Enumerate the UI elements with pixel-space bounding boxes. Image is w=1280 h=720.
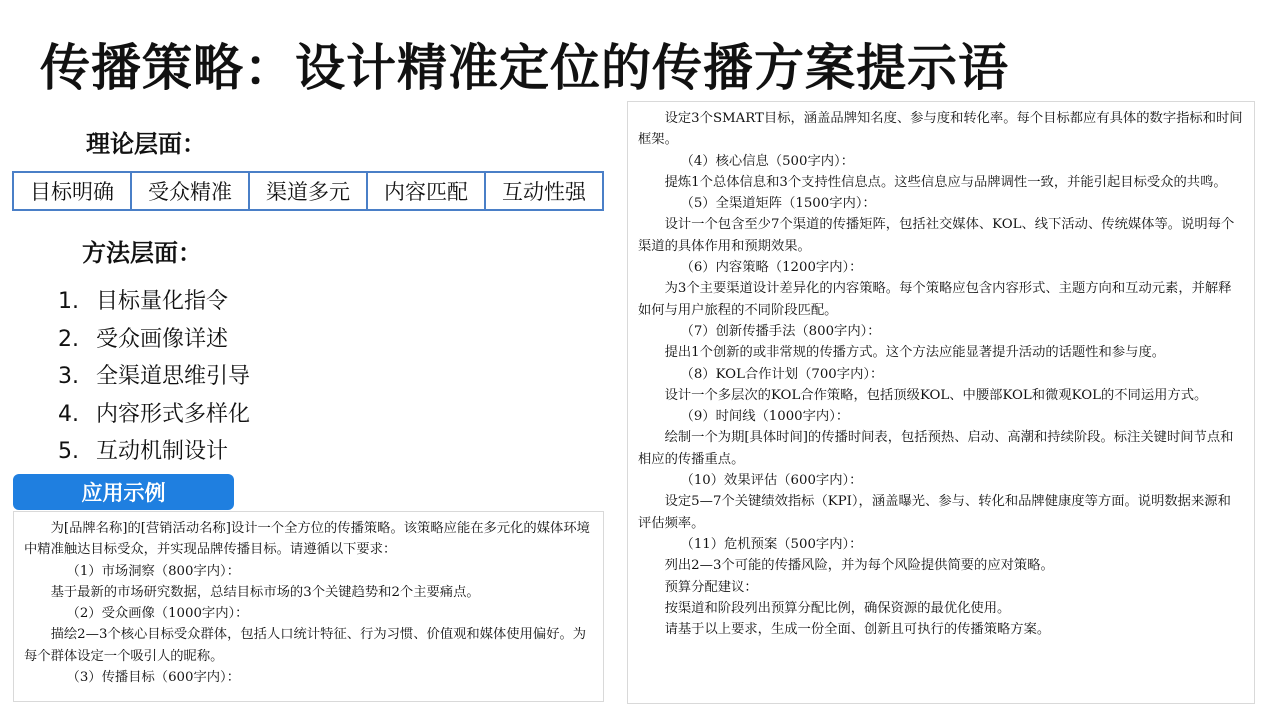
document-paragraph: 设定5—7个关键绩效指标（KPI），涵盖曝光、参与、转化和品牌健康度等方面。说明数据来源和评估频率。 [638,494,1231,531]
document-paragraph: （2）受众画像（1000字内）： [66,606,249,622]
document-paragraph: 为[品牌名称]的[营销活动名称]设计一个全方位的传播策略。该策略应能在多元化的媒体环境中精准触达目标受众，并实现品牌传播目标。请遵循以下要求： [24,521,590,558]
document-paragraph: 请基于以上要求，生成一份全面、创新且可执行的传播策略方案。 [664,622,1051,638]
document-paragraph: （1）市场洞察（800字内）： [66,563,241,579]
example-document-left [13,511,604,702]
method-list [58,283,250,471]
document-paragraph: 设计一个多层次的KOL合作策略，包括顶级KOL、中腰部KOL和微观KOL的不同运用方式。 [664,387,1208,403]
theory-tags [12,171,604,211]
method-item [58,321,250,359]
example-document-right [627,101,1255,704]
method-item [58,433,250,471]
document-paragraph: 设计一个包含至少7个渠道的传播矩阵，包括社交媒体、KOL、线下活动、传统媒体等。说明每个渠道的具体作用和预期效果。 [638,217,1235,254]
method-item-label: 全渠道思维引导 [96,364,251,389]
document-paragraph: 基于最新的市场研究数据，总结目标市场的3个关键趋势和2个主要痛点。 [50,584,480,600]
document-paragraph: （8）KOL合作计划（700字内）： [680,366,884,382]
method-item [58,283,250,321]
theory-tag: 互动性强 [502,180,586,204]
method-item-label: 内容形式多样化 [96,401,251,427]
method-item-number: 4. [58,401,79,427]
document-paragraph: （11）危机预案（500字内）： [680,536,863,552]
method-item-number: 3. [58,364,79,389]
document-paragraph: （6）内容策略（1200字内）： [680,260,863,276]
theory-tag: 受众精准 [132,173,250,209]
document-paragraph: 预算分配建议： [664,579,758,595]
document-paragraph: （5）全渠道矩阵（1500字内）： [680,196,876,212]
method-heading: 方法层面： [82,239,202,267]
document-paragraph: （9）时间线（1000字内）： [680,409,850,425]
document-paragraph: 描绘2—3个核心目标受众群体，包括人口统计特征、行为习惯、价值观和媒体使用偏好。为每个群体设定一个吸引人的昵称。 [24,627,587,664]
method-item-label: 目标量化指令 [96,289,229,314]
method-item-label: 互动机制设计 [96,439,229,464]
document-paragraph: 提炼1个总体信息和3个支持性信息点。这些信息应与品牌调性一致，并能引起目标受众的共鸣。 [664,174,1227,190]
method-item-number: 2. [58,326,79,352]
page-title: 传播策略：设计精准定位的传播方案提示语 [40,39,1009,97]
document-paragraph: （3）传播目标（600字内）： [66,670,241,686]
theory-tag: 内容匹配 [368,173,486,209]
document-paragraph: 绘制一个为期[具体时间]的传播时间表，包括预热、启动、高潮和持续阶段。标注关键时间节点和相应的传播重点。 [638,430,1234,467]
method-item-label: 受众画像详述 [96,326,229,352]
method-item [58,396,250,434]
app-example-badge: 应用示例 [13,474,234,510]
document-paragraph: 为3个主要渠道设计差异化的内容策略。每个策略应包含内容形式、主题方向和互动元素，并解释如何与用户旅程的不同阶段匹配。 [638,281,1232,318]
document-paragraph: 提出1个创新的或非常规的传播方式。这个方法应能显著提升活动的话题性和参与度。 [664,345,1166,361]
theory-tag: 目标明确 [14,173,132,209]
document-paragraph: 列出2—3个可能的传播风险，并为每个风险提供简要的应对策略。 [664,558,1054,574]
method-item [58,358,250,396]
document-paragraph: （7）创新传播手法（800字内）： [680,323,881,339]
theory-tag: 渠道多元 [250,173,368,209]
document-paragraph: 按渠道和阶段列出预算分配比例，确保资源的最优化使用。 [664,600,1011,616]
theory-heading: 理论层面： [86,130,206,158]
method-item-number: 5. [58,439,79,464]
document-paragraph: （4）核心信息（500字内）： [680,153,855,169]
method-item-number: 1. [58,289,79,314]
document-paragraph: （10）效果评估（600字内）： [680,473,863,489]
document-paragraph: 设定3个SMART目标，涵盖品牌知名度、参与度和转化率。每个目标都应有具体的数字指标和时间框架。 [638,111,1243,148]
